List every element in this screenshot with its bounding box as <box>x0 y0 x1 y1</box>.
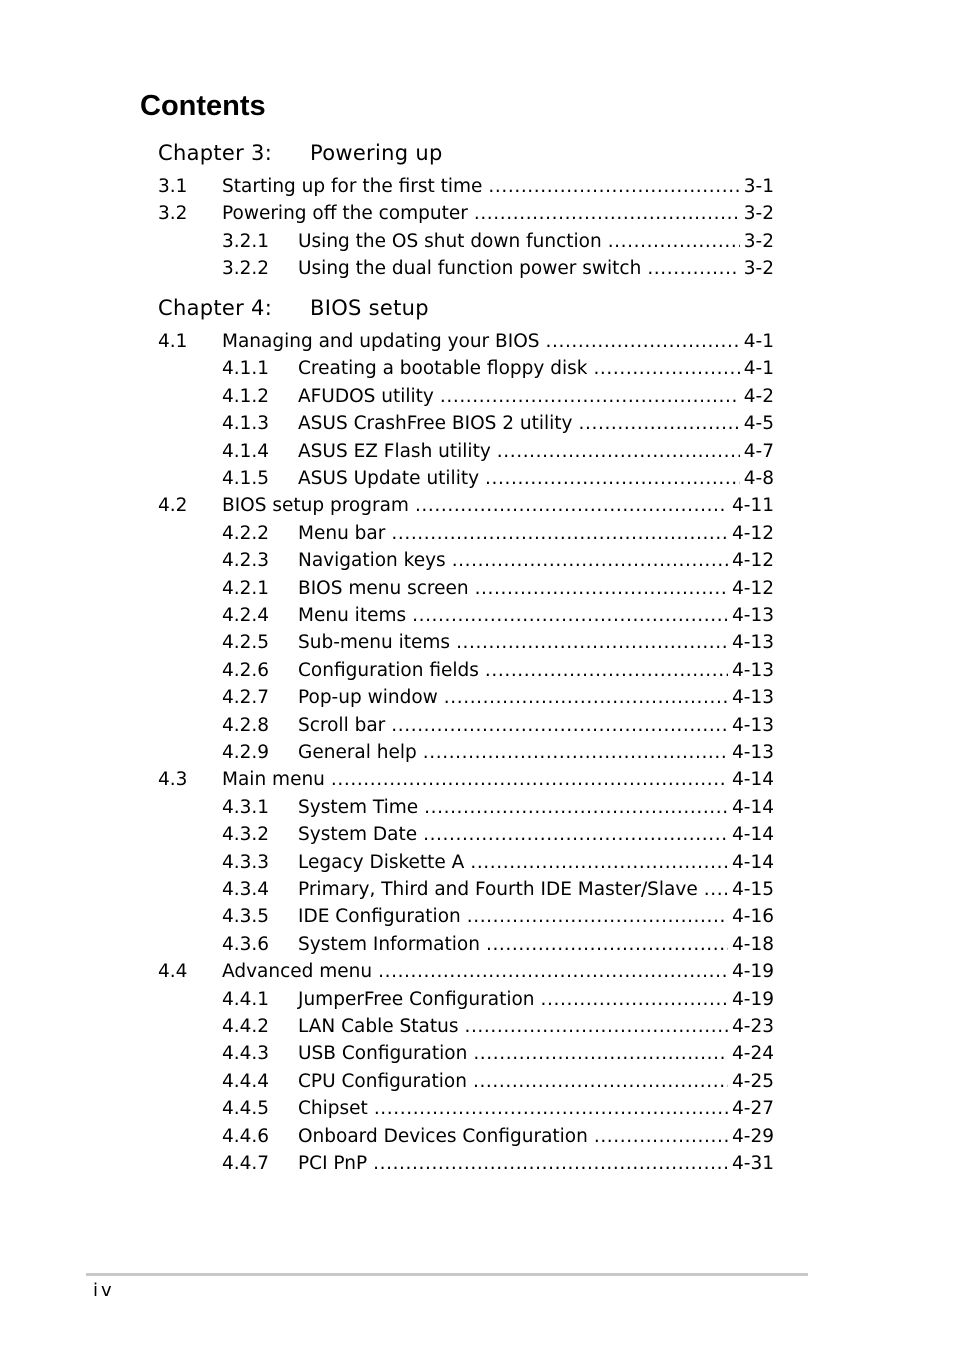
page-reference: 3-1 <box>743 176 774 197</box>
page-reference: 4-14 <box>732 769 774 791</box>
page-reference: 4-12 <box>732 577 774 599</box>
dot-leader <box>488 174 739 200</box>
section-title: Menu bar <box>298 522 386 544</box>
section-number: 4.2.7 <box>222 687 270 709</box>
dot-leader <box>374 1096 728 1122</box>
section-title: Chipset <box>298 1098 368 1120</box>
page-reference: 4-25 <box>732 1070 774 1092</box>
page-reference: 4-13 <box>732 714 774 736</box>
section-title: Sub-menu items <box>298 632 451 654</box>
dot-leader <box>541 987 728 1013</box>
page-reference: 4-14 <box>732 824 774 846</box>
dot-leader <box>373 1151 728 1177</box>
section-number: 4.2.4 <box>222 605 270 626</box>
dot-leader <box>546 329 740 355</box>
footer-divider <box>86 1273 808 1276</box>
toc-entry[interactable] <box>222 548 774 574</box>
toc-entry[interactable] <box>222 1069 774 1095</box>
chapter-number: Chapter 3: <box>158 141 273 165</box>
dot-leader <box>444 685 728 711</box>
toc-entry[interactable] <box>222 384 774 410</box>
page-reference: 4-16 <box>732 906 774 928</box>
section-number: 4.3.5 <box>222 906 270 928</box>
page-reference: 4-1 <box>743 331 774 352</box>
page-number: iv <box>93 1280 115 1301</box>
toc-entry[interactable] <box>222 795 774 821</box>
section-title: JumperFree Configuration <box>298 988 535 1010</box>
section-number: 4.3.6 <box>222 933 270 955</box>
section-number: 3.2.1 <box>222 230 270 252</box>
section-title: Scroll bar <box>298 714 386 736</box>
dot-leader <box>467 904 728 930</box>
section-title: AFUDOS utility <box>298 385 434 407</box>
section-title: Powering off the computer <box>222 203 468 225</box>
toc-entry[interactable] <box>222 1124 774 1150</box>
toc-entry[interactable] <box>222 740 774 766</box>
section-title: LAN Cable Status <box>298 1016 459 1037</box>
toc-entry[interactable] <box>222 877 774 903</box>
section-title: Menu items <box>298 605 407 626</box>
toc-entry[interactable] <box>222 630 774 656</box>
toc-entry[interactable] <box>222 685 774 711</box>
toc-entry[interactable] <box>158 959 774 985</box>
section-number: 3.2.2 <box>222 258 270 280</box>
dot-leader <box>593 356 739 382</box>
dot-leader <box>424 795 728 821</box>
dot-leader <box>647 256 739 282</box>
section-number: 4.2.1 <box>222 577 270 599</box>
dot-leader <box>485 658 728 684</box>
page-reference: 3-2 <box>743 258 774 280</box>
page-reference: 4-13 <box>732 742 774 763</box>
page-reference: 4-19 <box>732 961 774 983</box>
section-number: 4.4.7 <box>222 1153 270 1174</box>
section-number: 4.2.8 <box>222 714 270 736</box>
dot-leader <box>412 603 728 629</box>
section-number: 4.2.5 <box>222 632 270 654</box>
page-reference: 4-12 <box>732 550 774 572</box>
dot-leader <box>497 439 740 465</box>
section-number: 4.1.2 <box>222 385 270 407</box>
dot-leader <box>423 740 728 766</box>
toc-entry[interactable] <box>222 1151 774 1177</box>
section-title: System Information <box>298 933 480 955</box>
chapter-name: Powering up <box>310 141 443 165</box>
section-title: Navigation keys <box>298 550 446 572</box>
toc-entry[interactable] <box>158 329 774 355</box>
section-number: 4.1.1 <box>222 358 270 380</box>
section-number: 4.2.2 <box>222 522 270 544</box>
section-number: 4.3.2 <box>222 824 270 846</box>
section-number: 4.3.4 <box>222 879 270 900</box>
toc-entry[interactable] <box>222 822 774 848</box>
section-number: 4.2.3 <box>222 550 270 572</box>
section-number: 4.3 <box>158 769 188 791</box>
dot-leader <box>486 932 728 958</box>
toc-entry[interactable] <box>158 493 774 519</box>
dot-leader <box>473 1041 728 1067</box>
toc-entry[interactable] <box>222 411 774 437</box>
dot-leader <box>474 201 740 227</box>
toc-entry[interactable] <box>222 932 774 958</box>
dot-leader <box>452 548 728 574</box>
section-number: 4.4.3 <box>222 1043 270 1065</box>
dot-leader <box>475 576 728 602</box>
section-title: Managing and updating your BIOS <box>222 331 540 352</box>
section-title: Starting up for the first time <box>222 176 483 197</box>
page-reference: 3-2 <box>743 203 774 225</box>
toc-entry[interactable] <box>222 229 774 255</box>
section-number: 3.1 <box>158 176 188 197</box>
page-reference: 4-13 <box>732 605 774 626</box>
page-reference: 4-11 <box>732 495 774 517</box>
section-number: 4.4 <box>158 961 188 983</box>
dot-leader <box>473 1069 728 1095</box>
page-reference: 4-14 <box>732 851 774 873</box>
section-title: BIOS setup program <box>222 495 409 517</box>
page-reference: 3-2 <box>743 230 774 252</box>
page-reference: 4-18 <box>732 933 774 955</box>
toc-entry[interactable] <box>222 658 774 684</box>
section-number: 4.4.5 <box>222 1098 270 1120</box>
dot-leader <box>440 384 740 410</box>
toc-entry[interactable] <box>222 850 774 876</box>
section-title: Using the dual function power switch <box>298 258 642 280</box>
section-title: IDE Configuration <box>298 906 461 928</box>
toc-entry[interactable] <box>222 1041 774 1067</box>
section-title: Creating a bootable floppy disk <box>298 358 588 380</box>
page-reference: 4-19 <box>732 988 774 1010</box>
page-reference: 4-14 <box>732 796 774 818</box>
page-reference: 4-31 <box>732 1153 774 1174</box>
section-number: 4.2 <box>158 495 188 517</box>
section-title: Using the OS shut down function <box>298 230 602 252</box>
toc-entry[interactable] <box>222 713 774 739</box>
section-number: 4.4.6 <box>222 1125 270 1147</box>
dot-leader <box>391 713 728 739</box>
section-number: 4.2.9 <box>222 742 270 763</box>
chapter-heading <box>158 294 429 322</box>
toc-entry[interactable] <box>222 521 774 547</box>
section-title: Legacy Diskette A <box>298 851 465 873</box>
section-number: 4.2.6 <box>222 659 270 681</box>
toc-entry[interactable] <box>222 1096 774 1122</box>
section-title: ASUS EZ Flash utility <box>298 440 491 462</box>
dot-leader <box>470 850 728 876</box>
page-reference: 4-27 <box>732 1098 774 1120</box>
page-reference: 4-29 <box>732 1125 774 1147</box>
page-reference: 4-7 <box>743 440 774 462</box>
section-number: 4.1 <box>158 331 188 352</box>
page-reference: 4-12 <box>732 522 774 544</box>
toc-entry[interactable] <box>222 466 774 492</box>
section-title: System Date <box>298 824 418 846</box>
page-reference: 4-13 <box>732 687 774 709</box>
toc-entry[interactable] <box>222 904 774 930</box>
page-reference: 4-15 <box>732 879 774 900</box>
section-number: 4.1.5 <box>222 468 270 489</box>
toc-entry[interactable] <box>222 1014 774 1040</box>
toc-entry[interactable] <box>222 576 774 602</box>
dot-leader <box>594 1124 728 1150</box>
section-title: Advanced menu <box>222 961 373 983</box>
page-reference: 4-13 <box>732 659 774 681</box>
page-reference: 4-24 <box>732 1043 774 1065</box>
toc-entry[interactable] <box>158 767 774 793</box>
section-number: 4.4.2 <box>222 1016 270 1037</box>
section-number: 4.3.3 <box>222 851 270 873</box>
toc-entry[interactable] <box>158 201 774 227</box>
toc-entry[interactable] <box>222 256 774 282</box>
dot-leader <box>456 630 728 656</box>
page-reference: 4-23 <box>732 1016 774 1037</box>
section-title: ASUS CrashFree BIOS 2 utility <box>298 413 573 435</box>
section-number: 3.2 <box>158 203 188 225</box>
dot-leader <box>423 822 728 848</box>
dot-leader <box>464 1014 728 1040</box>
chapter-name: BIOS setup <box>310 296 429 320</box>
section-title: General help <box>298 742 417 763</box>
section-number: 4.3.1 <box>222 796 270 818</box>
toc-entry[interactable] <box>158 174 774 200</box>
dot-leader <box>608 229 740 255</box>
section-title: PCI PnP <box>298 1153 368 1174</box>
dot-leader <box>485 466 740 492</box>
page-reference: 4-13 <box>732 632 774 654</box>
toc-entry[interactable] <box>222 439 774 465</box>
section-number: 4.4.4 <box>222 1070 270 1092</box>
section-title: ASUS Update utility <box>298 468 480 489</box>
dot-leader <box>391 521 728 547</box>
section-number: 4.1.4 <box>222 440 270 462</box>
section-title: Onboard Devices Configuration <box>298 1125 588 1147</box>
section-title: Main menu <box>222 769 325 791</box>
page-reference: 4-8 <box>743 468 774 489</box>
dot-leader <box>378 959 728 985</box>
dot-leader <box>331 767 728 793</box>
section-number: 4.4.1 <box>222 988 270 1010</box>
section-title: System Time <box>298 796 419 818</box>
section-number: 4.1.3 <box>222 413 270 435</box>
page-reference: 4-2 <box>743 385 774 407</box>
toc-entry[interactable] <box>222 356 774 382</box>
dot-leader <box>415 493 728 519</box>
page-reference: 4-1 <box>743 358 774 380</box>
section-title: BIOS menu screen <box>298 577 469 599</box>
chapter-heading <box>158 139 443 167</box>
section-title: USB Configuration <box>298 1043 468 1065</box>
dot-leader <box>704 877 728 903</box>
toc-entry[interactable] <box>222 603 774 629</box>
page-title: Contents <box>140 90 266 122</box>
toc-entry[interactable] <box>222 987 774 1013</box>
section-title: Primary, Third and Fourth IDE Master/Slave <box>298 879 698 900</box>
section-title: Pop-up window <box>298 687 438 709</box>
section-title: Configuration fields <box>298 659 479 681</box>
chapter-number: Chapter 4: <box>158 296 273 320</box>
section-title: CPU Configuration <box>298 1070 467 1092</box>
dot-leader <box>579 411 740 437</box>
page-reference: 4-5 <box>743 413 774 435</box>
